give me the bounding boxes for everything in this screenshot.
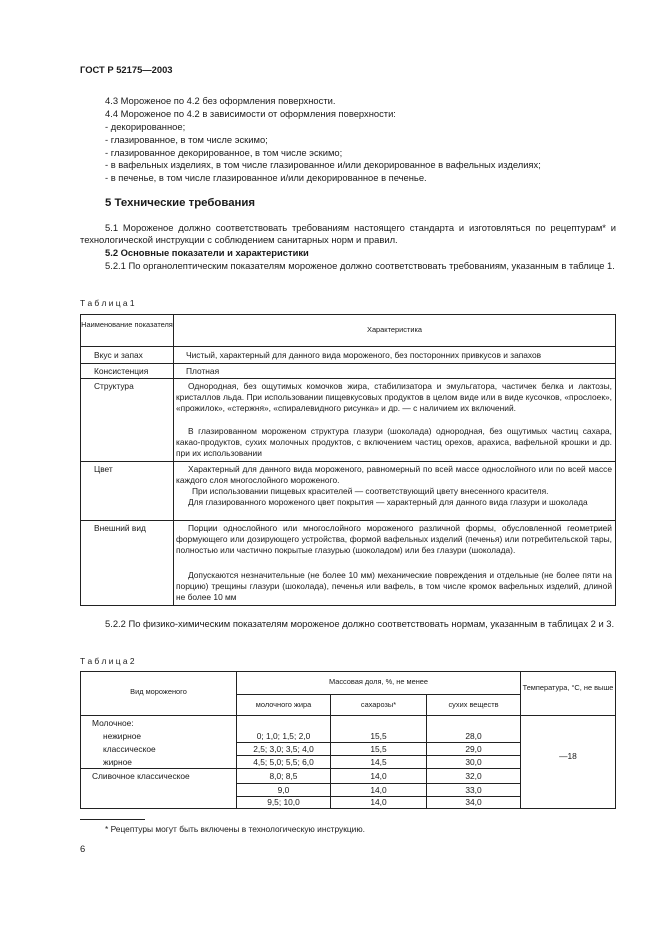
table1-row-color-para2: При использовании пищевых красителей — соответствующий цвету внесенного красителя.: [192, 486, 549, 496]
table2-row-sugar: 14,5: [370, 757, 387, 767]
clause-5-2-1: 5.2.1 По органолептическим показателям мороженое должно соответствовать требованиям, указанным в таблице 1.: [105, 260, 615, 271]
table1-row-structure-para2: В глазированном мороженом структура глазури (шоколада) однородная, без ощутимых частиц сахара, какао-продуктов, сухих молочных продуктов, с включением частиц орехов, арахиса, вафельной крошки и др. при их использовании: [176, 426, 612, 458]
table2-row-fat: 4,5; 5,0; 5,5; 6,0: [253, 757, 314, 767]
table2-row-fat: 0; 1,0; 1,5; 2,0: [256, 731, 311, 741]
table2-row-dry: 32,0: [465, 771, 482, 781]
table2-row-sugar: 15,5: [370, 731, 387, 741]
table1-head-characteristic: Характеристика: [367, 325, 422, 334]
table2-row-kind: нежирное: [103, 731, 142, 741]
table2-head-kind: Вид мороженого: [130, 687, 187, 696]
table1-row-structure-name: Структура: [94, 381, 134, 391]
table1-row-taste-name: Вкус и запах: [94, 350, 143, 360]
table2-row-sugar: 14,0: [370, 797, 387, 807]
document-header: ГОСТ Р 52175—2003: [80, 64, 173, 75]
table2-row-dry: 30,0: [465, 757, 482, 767]
table2-row-fat: 2,5; 3,0; 3,5; 4,0: [253, 744, 314, 754]
clause-5-2-2: 5.2.2 По физико-химическим показателям мороженое должно соответствовать нормам, указанным в таблицах 2 и 3.: [105, 618, 615, 629]
table1-row-appearance-para2: Допускаются незначительные (не более 10 мм) механические повреждения и отдельные (не более пяти на порцию) трещины глазури (шоколада), печенья или вафель, в том числе кромок вафельных изделий, длиной не более 10 мм: [176, 570, 612, 602]
table2-row-dry: 28,0: [465, 731, 482, 741]
list-item: - декорированное;: [105, 121, 186, 132]
list-item: - в печенье, в том числе глазированное и/или декорированное в печенье.: [105, 172, 427, 183]
table2-row-fat: 9,5; 10,0: [267, 797, 300, 807]
table1-row-color-para1: Характерный для данного вида мороженого, равномерный по всей массе однослойного или по всей массе каждого слоя многослойного мороженого.: [176, 464, 612, 485]
table2-row-sugar: 14,0: [370, 785, 387, 795]
table1-caption: Т а б л и ц а 1: [80, 298, 135, 308]
footnote-rule: [80, 819, 145, 820]
table2-row-kind: жирное: [103, 757, 132, 767]
table2-head-temp: Температура, °С, не выше: [522, 683, 614, 692]
table1-row-consistency-text: Плотная: [186, 366, 220, 376]
table2-temp-value: —18: [559, 751, 577, 761]
list-item: - глазированное декорированное, в том числе эскимо;: [105, 147, 343, 158]
section-title: 5 Технические требования: [105, 197, 256, 209]
table2-group-milk: Молочное:: [92, 718, 134, 728]
table2-row-sugar: 15,5: [370, 744, 387, 754]
table2-head-fat: молочного жира: [255, 700, 312, 709]
table2-row-dry: 29,0: [465, 744, 482, 754]
table1-head-indicator: Наименование показателя: [81, 320, 173, 329]
table2-row-fat: 8,0; 8,5: [269, 771, 298, 781]
table2-head-sugar: сахарозы*: [360, 700, 397, 709]
table1-row-color-name: Цвет: [94, 464, 113, 474]
clause-5-1: 5.1 Мороженое должно соответствовать требованиям настоящего стандарта и изготовляться по рецептурам* и технологической инструкции с соблюдением санитарных норм и правил.: [80, 222, 616, 246]
table2-row-sugar: 14,0: [370, 771, 387, 781]
clause-4-3: 4.3 Мороженое по 4.2 без оформления поверхности.: [105, 95, 336, 106]
table2-row-kind: классическое: [103, 744, 156, 754]
table1-row-taste-text: Чистый, характерный для данного вида мороженого, без посторонних привкусов и запахов: [186, 350, 542, 360]
table2-row-fat: 9,0: [277, 785, 290, 795]
table1-row-structure-para1: Однородная, без ощутимых комочков жира, стабилизатора и эмульгатора, частичек белка и лактозы, кристаллов льда. При использовании пищевкусовых продуктов в целом виде или в виде кусочков, «прослоек», «прожилок», «стержня», «спиралевидного рисунка» и др. — с наличием их включений.: [176, 381, 612, 413]
table1-row-appearance-name: Внешний вид: [94, 523, 146, 533]
table2-row-dry: 34,0: [465, 797, 482, 807]
clause-5-2: 5.2 Основные показатели и характеристики: [105, 247, 309, 258]
table2-head-dry: сухих веществ: [448, 700, 499, 709]
clause-4-4: 4.4 Мороженое по 4.2 в зависимости от оформления поверхности:: [105, 108, 396, 119]
table1-row-color-para3: Для глазированного мороженого цвет покрытия — характерный для данного вида глазури и шоколада: [188, 497, 588, 507]
list-item: - в вафельных изделиях, в том числе глазированное и/или декорированное в вафельных изделиях;: [105, 159, 541, 170]
table1-row-appearance-para1: Порции однослойного или многослойного мороженого различной формы, обусловленной геометрией формующего или дозирующего устройства, формой вафельных изделий (печенья) или потребительской тары, полностью или частично покрытые глазурью (шоколадом) или без глазури (шоколада).: [176, 523, 612, 555]
list-item: - глазированное, в том числе эскимо;: [105, 134, 268, 145]
table1-row-consistency-name: Консистенция: [94, 366, 149, 376]
table2-caption: Т а б л и ц а 2: [80, 656, 135, 666]
page-number: 6: [80, 843, 86, 854]
table2-row-kind: Сливочное классическое: [92, 771, 190, 781]
table2-head-mass: Массовая доля, %, не менее: [328, 677, 429, 686]
table2-row-dry: 33,0: [465, 785, 482, 795]
footnote: * Рецептуры могут быть включены в технологическую инструкцию.: [105, 824, 365, 834]
